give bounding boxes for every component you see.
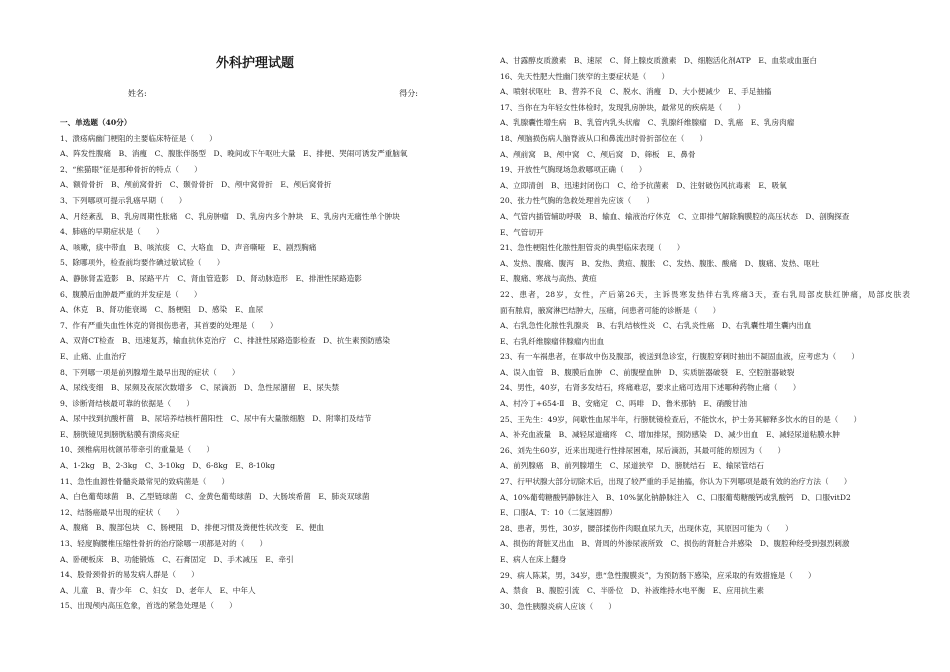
answer-options: A、误入血管 B、腹膜后血肿 C、前腹壁血肿 D、实质脏器破裂 E、空腔脏器破裂 xyxy=(500,367,795,377)
question-stem: 24、男性，40岁，右肾多发结石，疼痛难忍，要求止痛可选用下述哪种药物止痛（ ） xyxy=(500,383,801,393)
answer-options: A、白色葡萄球菌 B、乙型链球菌 C、金黄色葡萄球菌 D、大肠埃希菌 E、肺炎双球菌 xyxy=(60,492,370,502)
question-stem: 6、腹膜后血肿最严重的并发症是（ ） xyxy=(60,289,202,299)
answer-options: A、甘露醇皮质激素 B、速尿 C、肾上腺皮质激素 D、细胞活化剂ATP E、血浆或血蛋白 xyxy=(500,56,818,65)
answer-options: E、病人在床上翻身 xyxy=(500,555,567,564)
left-question-list xyxy=(60,115,450,614)
question-stem: 4、肺癌的早期症状是（ ） xyxy=(60,227,164,237)
answer-options: 面有脓肩，腋窝淋巴结肿大，压痛，问患者可能的诊断是（ ） xyxy=(500,305,721,315)
question-stem: 14、股骨颈骨折的易发病人群是（ ） xyxy=(60,570,199,580)
right-question-list xyxy=(500,53,910,614)
question-stem: 19、开放性气胸现场急救哪项正确（ ） xyxy=(500,165,647,175)
page-title: 外科护理试题 xyxy=(215,56,294,71)
question-stem: 16、先天性肥大性幽门狭窄的主要症状是（ ） xyxy=(500,71,670,81)
answer-options: A、咳嗽，痰中带血 B、咳浓痰 C、大咯血 D、声音嘶哑 E、剧烈胸痛 xyxy=(60,242,317,252)
answer-options: A、喷射状呕吐 B、营养不良 C、脱水、消瘦 D、大小便减少 E、手足抽搐 xyxy=(500,87,772,97)
question-stem: 3、下列哪项可提示乳癌早期（ ） xyxy=(60,195,187,205)
answer-options: A、禁食 B、腹腔引流 C、半卧位 D、补液维持水电平衡 E、应用抗生素 xyxy=(500,586,764,596)
answer-options: A、尿中找到抗酸杆菌 B、尿培养结核杆菌阳性 C、尿中有大量脓细胞 D、附睾扪及结节 xyxy=(60,414,372,424)
question-stem: 1、溃疡病幽门梗阻的主要临床特征是（ ） xyxy=(60,133,217,143)
answer-options: A、月经紊乱 B、乳房周期性胀痛 C、乳房肿瘤 D、乳房内多个肿块 E、乳房内无痛性单个肿块 xyxy=(60,211,400,221)
question-stem: 20、张力性气胸的急救处理首先应该（ ） xyxy=(500,196,654,206)
answer-options: E、口服A、T：10（二氢速固醇） xyxy=(500,508,617,518)
question-stem: 15、出现颅内高压危象，首选的紧急处理是（ ） xyxy=(60,601,237,611)
answer-options: A、右乳急性化脓性乳腺炎 B、右乳结核性炎 C、右乳炎性癌 D、右乳囊性增生囊内出血 xyxy=(500,321,812,331)
answer-options: A、颅前窝 B、颅中窝 C、颅后窝 D、筛板 E、鼻骨 xyxy=(500,149,696,159)
question-stem: 11、急性血源性骨髓炎最常见的致病菌是（ ） xyxy=(60,476,230,486)
question-stem: 29、病人陈某，男，34岁，患“急性腹膜炎”，为预防肠下感染，应采取的有效措施是（ ） xyxy=(500,570,816,580)
answer-options: E、止痛、止血治疗 xyxy=(60,351,127,361)
answer-options: A、儿童 B、青少年 C、妇女 D、老年人 E、中年人 xyxy=(60,585,256,595)
answer-options: A、乳腺囊性增生病 B、乳管内乳头状瘤 C、乳腺纤维腺瘤 D、乳癌 E、乳房肉瘤 xyxy=(500,118,795,128)
answer-options: E、腹痛、寒战与高热、黄疸 xyxy=(500,274,597,284)
answer-options: A、尿线变细 B、尿频及夜尿次数增多 C、尿滴沥 D、急性尿潴留 E、尿失禁 xyxy=(60,383,340,393)
question-stem: 21、急性梗阻性化脓性胆管炎的典型临床表现（ ） xyxy=(500,243,685,253)
answer-options: E、膀胱镜见到膀胱粘膜有溃疡炎症 xyxy=(60,429,180,439)
score-label: 得分: xyxy=(399,89,418,98)
question-stem: 30、急性胰腺炎病人应该（ ） xyxy=(500,601,616,611)
question-stem: 12、结肠癌最早出现的症状（ ） xyxy=(60,507,184,517)
answer-options: A、10%葡萄糖酸钙静脉注入 B、10%氯化钠静脉注入 C、口服葡萄糖酸钙或乳酸钙 D、口服vitD2 xyxy=(500,492,851,502)
section-heading: 一、单选题（40分） xyxy=(60,118,132,127)
question-stem: 2、“熊猫眼”征是那种骨折的特点（ ） xyxy=(60,164,202,174)
answer-options: A、村冷丁+654-Ⅱ B、安痛定 C、吗啡 D、鲁米那钠 E、硝酸甘油 xyxy=(500,399,747,409)
question-stem: 27、行甲状腺大部分切除术后，出现了较严重的手足抽搐，你认为下列哪项是最有效的治疗方法（ ） xyxy=(500,477,852,487)
question-stem: 13、轻度胸腰椎压缩性骨折的治疗除哪一项都是对的（ ） xyxy=(60,539,268,549)
question-stem: 22、患者，28岁，女性，产后第26天，主诉畏寒发热伴右乳疼痛3天，查右乳局部皮肤红肿痛，局部皮肤表 xyxy=(500,289,910,299)
question-stem: 23、有一车祸患者，在事故中伤及腹部，被送到急诊室，行腹腔穿刺时抽出不凝固血液，应考虑为（ ） xyxy=(500,352,859,362)
question-stem: 17、当你在为年轻女性体检时，发现乳房肿块，最常见的疾病是（ ） xyxy=(500,102,746,112)
answer-options: A、静脉肾盂造影 B、尿路平片 C、肾血管造影 D、肾动脉造形 E、排泄性尿路造影 xyxy=(60,273,362,283)
answer-options: A、前列腺癌 B、前列腺增生 C、尿道狭窄 D、膀胱结石 E、输尿管结石 xyxy=(500,461,764,471)
answer-options: A、额骨骨折 B、颅前窝骨折 C、颞骨骨折 D、颅中窝骨折 E、颅后窝骨折 xyxy=(60,180,332,190)
answer-options: A、休克 B、肾功能衰竭 C、肠梗阻 D、感染 E、血尿 xyxy=(60,305,264,315)
question-stem: 9、诊断肾结核最可靠的依据是（ ） xyxy=(60,398,194,408)
question-stem: 10、颈椎病用枕颌吊带牵引的重量是（ ） xyxy=(60,445,214,455)
answer-options: A、腹痛 B、腹部包块 C、肠梗阻 D、排便习惯及粪便性状改变 E、便血 xyxy=(60,523,324,533)
name-label: 姓名: xyxy=(128,89,147,98)
answer-options: A、发热、腹痛、腹泻 B、发热、黄疸、腹胀 C、发热、腹胀、酸痛 D、腹痛、发热、呕吐 xyxy=(500,258,820,268)
answer-options: A、立即清创 B、迅速封闭伤口 C、给予抗菌素 D、注射破伤风抗毒素 E、吸氧 xyxy=(500,180,787,190)
answer-options: A、阵发性腹痛 B、消瘦 C、腹胀伴肠型 D、晚间或下午呕吐大量 E、排便、哭闹可诱发严重脑氧 xyxy=(60,149,408,159)
answer-options: A、补充血液量 B、减轻尿道痛疼 C、增加排尿，预防感染 D、减少出血 E、减轻尿道粘膜水肿 xyxy=(500,430,840,440)
question-stem: 7、作有严重失血性休克的肾损伤患者，其首要的处理是（ ） xyxy=(60,320,278,330)
answer-options: E、气管切开 xyxy=(500,227,544,237)
name-score-bar xyxy=(128,88,418,99)
question-stem: 28、患者，男性，30岁，腰部揉伤件肉眼血尿九天，出现休克，其原因可能为（ ） xyxy=(500,523,793,533)
answer-options: A、损伤的肾脏叉出血 B、肾周的外渗尿液所致 C、损伤的肾脏合并感染 D、腹腔种经受到强烈刺激 xyxy=(500,539,850,549)
question-stem: 26、刘先生60岁，近来出现进行性排尿困难，尿后滴沥，其最可能的原因为（ ） xyxy=(500,445,786,455)
answer-options: E、右乳纤维腺瘤伴腺瘤内出血 xyxy=(500,336,605,346)
answer-options: A、双肾CT检查 B、迅速复苏，输血抗休克治疗 C、排泄性尿路造影检查 D、抗生素预防感染 xyxy=(60,336,390,346)
question-stem: 8、下列哪一项是前列腺增生最早出现的症状（ ） xyxy=(60,367,240,377)
answer-options: A、卧硬板床 B、功能锻炼 C、石膏固定 D、手术减压 E、牵引 xyxy=(60,554,294,564)
question-stem: 18、颅脑损伤病人脑脊液从口和鼻流出时骨折部位在（ ） xyxy=(500,133,708,143)
question-stem: 5、除哪项外，检查前均要作碘过敏试验（ ） xyxy=(60,258,225,268)
answer-options: A、气管内插管辅助呼吸 B、输血、输液治疗休克 C、立即排气解除胸膜腔的高压状态 D、剖胸探查 xyxy=(500,211,850,221)
question-stem: 25、王先生：49岁，间歇性血尿半年，行膀胱镜检查后，不能饮水，护士务其解释多饮水的目的是（ ） xyxy=(500,414,862,424)
answer-options: A、1-2kg B、2-3kg C、3-10kg D、6-8kg E、8-10kg xyxy=(60,461,275,471)
